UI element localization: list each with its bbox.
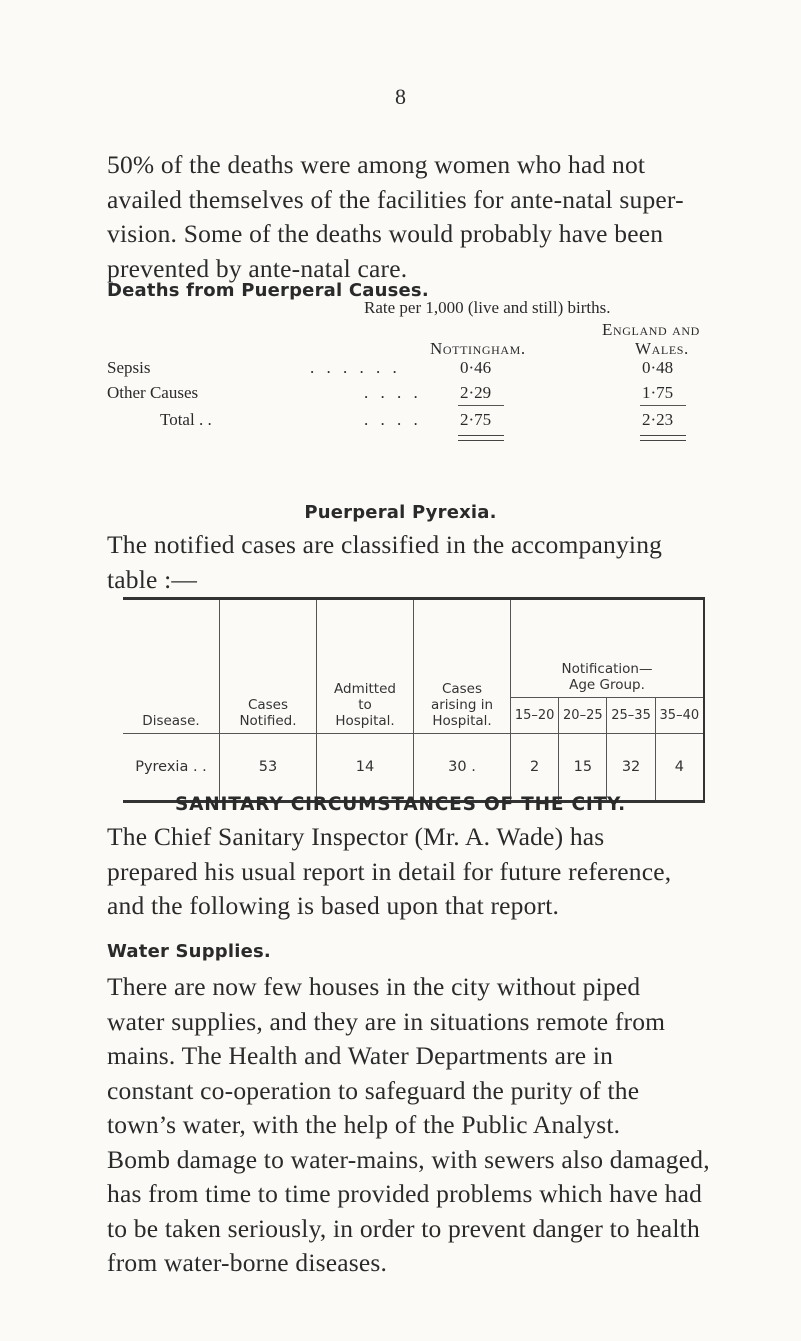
- total-nottingham: 2·75: [460, 410, 492, 429]
- text-line: has from time to time provided problems which have had: [107, 1179, 703, 1208]
- sanitary-paragraph: [107, 820, 729, 924]
- text-line: The notified cases are classified in the accompanying: [107, 530, 663, 559]
- cell-age-count: 2: [511, 734, 559, 802]
- other-causes-england: 1·75: [642, 383, 674, 402]
- header-age-group: 15–20: [511, 698, 559, 734]
- text-line: availed themselves of the facilities for ante-natal super-: [107, 184, 684, 214]
- header-text: Hospital.: [335, 713, 395, 729]
- text-line: There are now few houses in the city without piped: [107, 972, 641, 1001]
- other-causes-label: Other Causes: [107, 383, 199, 402]
- text-line: 50% of the deaths were among women who had not: [107, 150, 646, 179]
- rate-caption: Rate per 1,000 (live and still) births.: [364, 298, 611, 317]
- text-line: mains. The Health and Water Departments are in: [107, 1041, 614, 1070]
- puerperal-pyrexia-heading: Puerperal Pyrexia.: [304, 502, 497, 523]
- text-line: prevented by ante-natal care.: [107, 253, 408, 283]
- cell-admitted: 14: [317, 734, 414, 802]
- text-line: prepared his usual report in detail for future reference,: [107, 856, 672, 886]
- header-text: Notification—: [561, 661, 653, 677]
- sum-rule: [640, 405, 686, 406]
- sepsis-england: 0·48: [642, 358, 674, 377]
- cell-age-count: 15: [559, 734, 607, 802]
- nottingham-header: Nottingham.: [430, 339, 526, 358]
- puerperal-deaths-heading: Deaths from Puerperal Causes.: [107, 280, 429, 301]
- header-age-group: 20–25: [559, 698, 607, 734]
- other-causes-dots: . . . .: [364, 383, 422, 402]
- cell-disease: Pyrexia . .: [123, 734, 220, 802]
- cell-age-count: 4: [655, 734, 704, 802]
- text-line: table :—: [107, 564, 198, 594]
- header-notification: [511, 599, 705, 698]
- header-disease: [123, 599, 220, 734]
- header-text: arising in: [430, 697, 494, 713]
- total-england: 2·23: [642, 410, 674, 429]
- england-header-line-2: Wales.: [635, 339, 689, 358]
- total-double-rule: [640, 435, 686, 441]
- text-line: from water-borne diseases.: [107, 1248, 388, 1277]
- header-admitted: [317, 599, 414, 734]
- header-text: Disease.: [142, 713, 200, 729]
- header-cases-arising: [414, 599, 511, 734]
- pyrexia-paragraph: [107, 528, 729, 597]
- sepsis-nottingham: 0·46: [460, 358, 492, 377]
- header-text: Cases: [247, 697, 289, 713]
- header-age-group: 35–40: [655, 698, 704, 734]
- text-line: vision. Some of the deaths would probably have been: [107, 219, 664, 248]
- sanitary-heading: SANITARY CIRCUMSTANCES OF THE CITY.: [174, 794, 626, 815]
- page-number: 8: [395, 84, 406, 109]
- text-line: water supplies, and they are in situations remote from: [107, 1006, 666, 1036]
- header-text: Notified.: [239, 713, 297, 729]
- text-line: constant co-operation to safeguard the purity of the: [107, 1075, 640, 1105]
- cell-arising: 30 .: [414, 734, 511, 802]
- cell-notified: 53: [220, 734, 317, 802]
- cell-age-count: 32: [607, 734, 655, 802]
- text-line: The Chief Sanitary Inspector (Mr. A. Wade) has: [107, 822, 605, 851]
- header-cases-notified: [220, 599, 317, 734]
- other-causes-nottingham: 2·29: [460, 383, 492, 402]
- england-header-line-1: England and: [602, 320, 700, 339]
- total-double-rule: [458, 435, 504, 441]
- header-text: Cases: [441, 681, 483, 697]
- text-line: to be taken seriously, in order to prevent danger to health: [107, 1213, 700, 1243]
- sepsis-label: Sepsis: [107, 358, 151, 377]
- pyrexia-table: [123, 597, 705, 803]
- header-text: Hospital.: [432, 713, 492, 729]
- header-text: Admitted: [334, 681, 396, 697]
- header-text: Age Group.: [569, 677, 645, 693]
- total-label: Total . .: [160, 410, 212, 429]
- sum-rule: [458, 405, 504, 406]
- table-row: [123, 734, 704, 802]
- text-line: Bomb damage to water-mains, with sewers also damaged,: [107, 1144, 710, 1174]
- water-supplies-heading: Water Supplies.: [107, 941, 271, 962]
- header-text: to: [358, 697, 372, 713]
- sepsis-dots: . . . . . .: [310, 358, 401, 377]
- intro-paragraph: [107, 148, 729, 286]
- total-dots: . . . .: [364, 410, 422, 429]
- water-paragraph: [107, 970, 729, 1281]
- text-line: town’s water, with the help of the Public Analyst.: [107, 1110, 621, 1139]
- header-age-group: 25–35: [607, 698, 655, 734]
- text-line: and the following is based upon that report.: [107, 891, 560, 920]
